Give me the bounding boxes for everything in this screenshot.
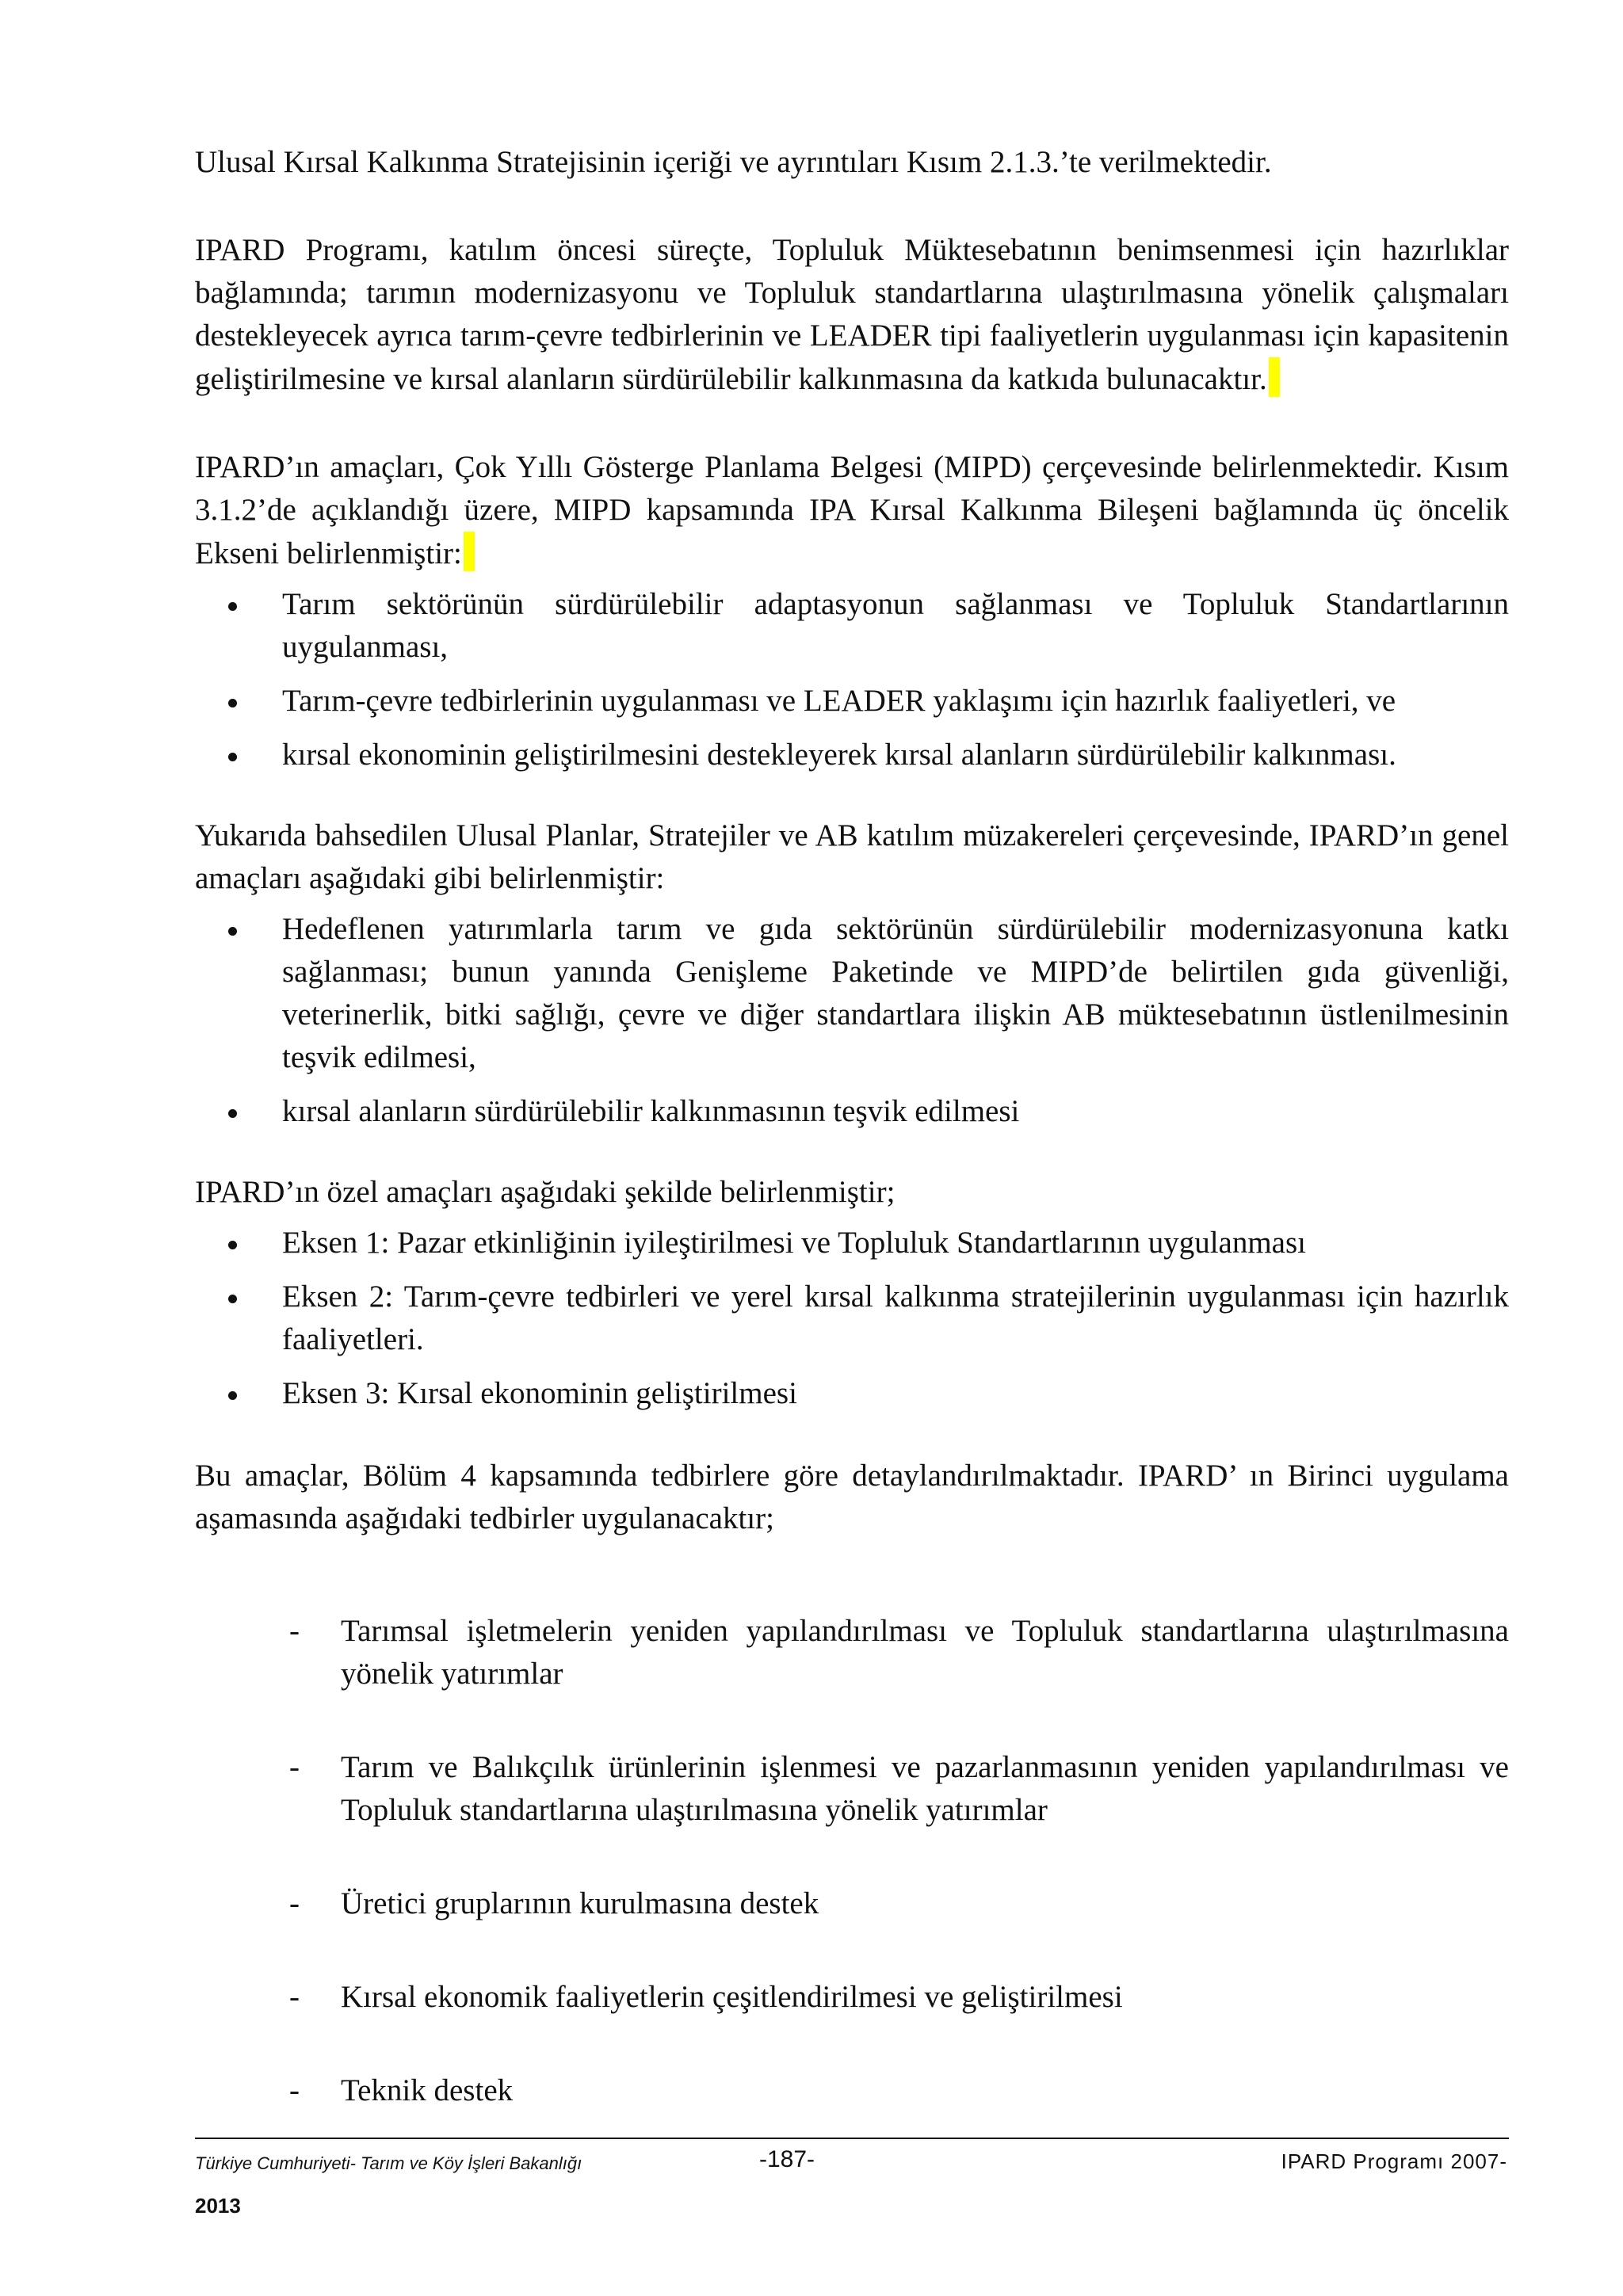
paragraph-measures-intro: [195, 1455, 1509, 1540]
bullet-icon: [228, 753, 237, 761]
list-item: [195, 2069, 1509, 2112]
paragraph-text: Bu amaçlar, Bölüm 4 kapsamında tedbirlere göre detaylandırılmaktadır. IPARD’ ın Birinci uygulama aşamasında aşağıdaki tedbirler uygulanacaktır;: [195, 1459, 1509, 1535]
paragraph-ipard-program: [195, 229, 1509, 401]
bullet-icon: [228, 1109, 237, 1118]
specific-aims-list: [195, 1222, 1509, 1415]
list-item-text: Eksen 2: Tarım-çevre tedbirleri ve yerel kırsal kalkınma stratejilerinin uygulanması için hazırlık faaliyetleri.: [282, 1280, 1509, 1356]
list-item: [195, 1610, 1509, 1695]
paragraph-text: IPARD’ın amaçları, Çok Yıllı Gösterge Planlama Belgesi (MIPD) çerçevesinde belirlenmektedir. Kısım 3.1.2’de açıklandığı üzere, MIPD kapsamında IPA Kırsal Kalkınma Bileşeni bağlamında üç öncelik Ekseni belirlenmiştir:: [195, 450, 1509, 570]
list-item: [195, 1222, 1509, 1264]
list-item: [195, 1882, 1509, 1925]
dash-icon: -: [289, 1750, 300, 1784]
bullet-icon: [228, 1295, 237, 1303]
list-item-text: kırsal alanların sürdürülebilir kalkınmasının teşvik edilmesi: [282, 1094, 1020, 1128]
bullet-icon: [228, 699, 237, 707]
highlight-marker: [1269, 357, 1280, 397]
list-item-text: Eksen 1: Pazar etkinliğinin iyileştirilmesi ve Topluluk Standartlarının uygulanması: [282, 1226, 1307, 1260]
footer-page-number: -187-: [759, 2146, 815, 2172]
paragraph-text: Yukarıda bahsedilen Ulusal Planlar, Stratejiler ve AB katılım müzakereleri çerçevesinde, IPARD’ın genel amaçları aşağıdaki gibi belirlenmiştir:: [195, 818, 1509, 895]
bullet-icon: [228, 1391, 237, 1400]
paragraph-specific-aims-intro: [195, 1171, 1509, 1214]
list-item-text: Hedeflenen yatırımlarla tarım ve gıda sektörünün sürdürülebilir modernizasyonuna katkı sağlanması; bunun yanında Genişleme Paketinde ve MIPD’de belirtilen gıda güvenliği, veterinerlik, bitki sağlığı, çevre ve diğer standartlara ilişkin AB müktesebatının üstlenilmesinin teşvik edilmesi,: [282, 912, 1509, 1074]
list-item-text: Tarım ve Balıkçılık ürünlerinin işlenmesi ve pazarlanmasının yeniden yapılandırılması ve Topluluk standartlarına ulaştırılmasına yönelik yatırımlar: [341, 1750, 1509, 1827]
dash-icon: -: [289, 2073, 300, 2107]
dash-icon: -: [289, 1886, 300, 1920]
priority-axes-list: [195, 583, 1509, 776]
list-item-text: Teknik destek: [341, 2073, 514, 2107]
list-item: [195, 1276, 1509, 1361]
paragraph-strategy-reference: [195, 141, 1509, 184]
list-item-text: Eksen 3: Kırsal ekonominin geliştirilmesi: [282, 1376, 797, 1410]
footer-ministry: Türkiye Cumhuriyeti- Tarım ve Köy İşleri Bakanlığı: [195, 2153, 582, 2173]
list-item: [195, 1090, 1509, 1133]
list-item-text: kırsal ekonominin geliştirilmesini destekleyerek kırsal alanların sürdürülebilir kalkınması.: [282, 738, 1396, 772]
highlight-marker: [464, 532, 475, 571]
paragraph-ipard-aims: [195, 446, 1509, 575]
measures-list: [195, 1610, 1509, 2112]
document-body: [195, 141, 1509, 2163]
paragraph-text: Ulusal Kırsal Kalkınma Stratejisinin içeriği ve ayrıntıları Kısım 2.1.3.’te verilmektedir.: [195, 145, 1272, 179]
bullet-icon: [228, 1241, 237, 1249]
list-item: [195, 583, 1509, 669]
bullet-icon: [228, 927, 237, 936]
list-item: [195, 680, 1509, 723]
list-item-text: Tarımsal işletmelerin yeniden yapılandırılması ve Topluluk standartlarına ulaştırılmasına yönelik yatırımlar: [341, 1614, 1509, 1691]
list-item: [195, 908, 1509, 1079]
dash-icon: -: [289, 1614, 300, 1648]
list-item: [195, 1372, 1509, 1415]
list-item-text: Tarım-çevre tedbirlerinin uygulanması ve LEADER yaklaşımı için hazırlık faaliyetleri, ve: [282, 684, 1396, 718]
footer-divider: [195, 2138, 1509, 2139]
paragraph-general-aims-intro: [195, 814, 1509, 900]
paragraph-text: IPARD’ın özel amaçları aşağıdaki şekilde belirlenmiştir;: [195, 1175, 896, 1209]
list-item: [195, 734, 1509, 776]
footer-program-title: IPARD Programı 2007-: [1281, 2149, 1507, 2173]
list-item: [195, 1746, 1509, 1832]
footer-year: 2013: [195, 2194, 241, 2218]
list-item-text: Üretici gruplarının kurulmasına destek: [341, 1886, 819, 1920]
dash-icon: -: [289, 1980, 300, 2014]
paragraph-text: IPARD Programı, katılım öncesi süreçte, Topluluk Müktesebatının benimsenmesi için hazırlıklar bağlamında; tarımın modernizasyonu ve Topluluk standartlarına ulaştırılmasına yönelik çalışmaları destekleyecek ayrıca tarım-çevre tedbirlerinin ve LEADER tipi faaliyetlerin uygulanması için kapasitenin geliştirilmesine ve kırsal alanların sürdürülebilir kalkınmasına da katkıda bulunacaktır.: [195, 233, 1509, 396]
list-item: [195, 1976, 1509, 2019]
list-item-text: Kırsal ekonomik faaliyetlerin çeşitlendirilmesi ve geliştirilmesi: [341, 1980, 1123, 2014]
general-aims-list: [195, 908, 1509, 1133]
list-item-text: Tarım sektörünün sürdürülebilir adaptasyonun sağlanması ve Topluluk Standartlarının uygulanması,: [282, 587, 1509, 664]
bullet-icon: [228, 602, 237, 611]
